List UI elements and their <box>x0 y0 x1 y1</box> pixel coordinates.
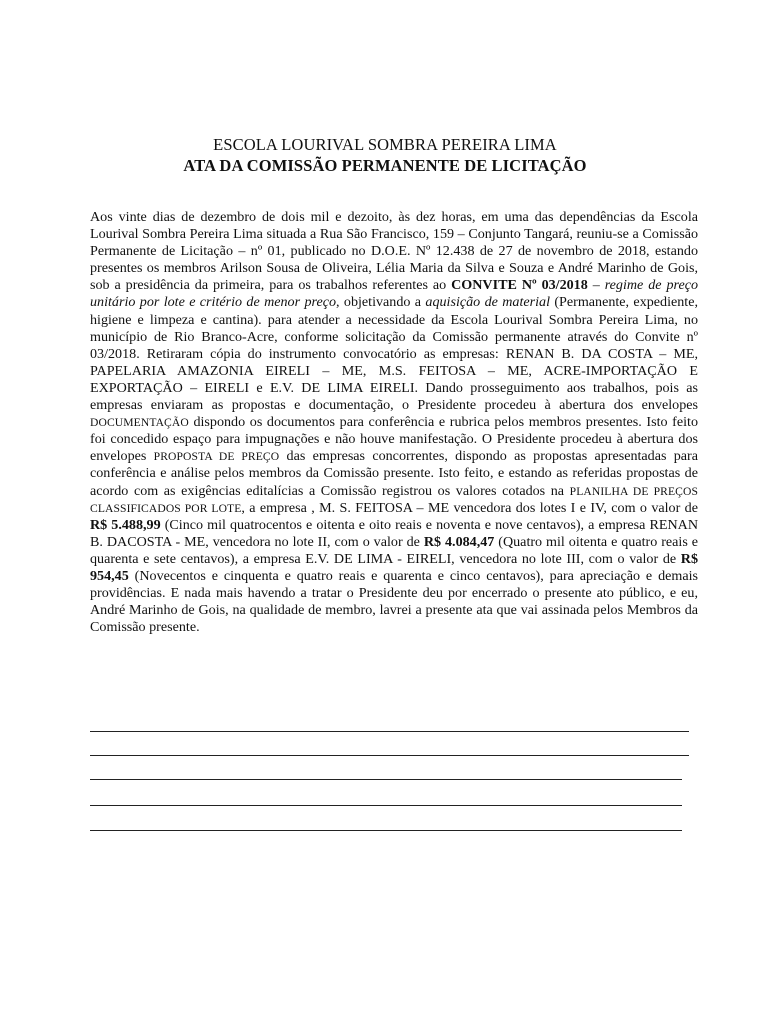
text-run: , a empresa , M. S. FEITOSA – ME vencedora dos lotes I e IV, com o valor de <box>241 499 698 516</box>
text-run: , objetivando a <box>336 294 426 311</box>
document-title: ATA DA COMISSÃO PERMANENTE DE LICITAÇÃO <box>183 156 587 175</box>
value-renan: R$ 4.084,47 <box>423 533 495 550</box>
signature-line <box>90 805 682 806</box>
bidding-regime: regime de preço unitário por lote e critério de menor preço <box>90 277 699 311</box>
planilha-label: PLANILHA DE PREÇOS CLASSIFICADOS POR LOTE <box>90 484 698 515</box>
value-lima: R$ 954,45 <box>90 550 698 584</box>
school-name: ESCOLA LOURIVAL SOMBRA PEREIRA LIMA <box>213 135 557 154</box>
documentacao-label: DOCUMENTAÇÃO <box>90 416 189 430</box>
text-run: dispondo os documentos para conferência e rubrica pelos membros presentes. Isto feito foi concedido espaço para impugnações e não houve manifestação. O Presidente procedeu à abertura dos envelopes <box>90 414 698 465</box>
value-feitosa: R$ 5.488,99 <box>90 516 161 533</box>
signature-line <box>90 830 682 831</box>
signature-line <box>90 755 689 756</box>
text-run: (Cinco mil quatrocentos e oitenta e oito reais e noventa e nove centavos), a empresa RENAN B. DACOSTA - ME, vencedora no lote II, com o valor de <box>90 516 699 550</box>
text-run: (Permanente, expediente, higiene e limpeza e cantina). para atender a necessidade da Escola Lourival Sombra Pereira Lima, no município de Rio Branco-Acre, conforme solicitação da Comissão permanente através do Convite nº 03/2018. Retiraram cópia do instrumento convocatório as empresas: RENAN B. DA COSTA – ME, PAPELARIA AMAZONIA EIRELI – ME, M.S. FEITOSA – ME, ACRE-IMPORTAÇÃO E EXPORTAÇÃO – EIRELI e E.V. DE LIMA EIRELI. Dando prosseguimento aos trabalhos, pois as empresas enviaram as propostas e documentação, o Presidente procedeu à abertura dos envelopes <box>90 294 698 414</box>
signature-line <box>90 731 689 732</box>
text-run: – <box>587 277 605 294</box>
procurement-object: aquisição de material <box>425 294 550 311</box>
text-run: (Novecentos e cinquenta e quatro reais e quarenta e cinco centavos), para apreciação e demais providências. E nada mais havendo a tratar o Presidente deu por encerrado o presente ato público, e eu, André Marinho de Gois, na qualidade de membro, lavrei a presente ata que vai assinada pelos Membros da Comissão presente. <box>90 567 698 636</box>
text-run: Aos vinte dias de dezembro de dois mil e dezoito, às dez horas, em uma das dependências da Escola Lourival Sombra Pereira Lima situada a Rua São Francisco, 159 – Conjunto Tangará, reuniu-se a Comissão Permanente de Licitação – nº 01, publicado no D.O.E. Nº 12.438 de 27 de novembro de 2018, estando presentes os membros Arilson Sousa de Oliveira, Lélia Maria da Silva e Souza e André Marinho de Gois, sob a presidência da primeira, para os trabalhos referentes ao <box>90 209 698 294</box>
signature-line <box>90 779 682 780</box>
text-run: das empresas concorrentes, dispondo as propostas apresentadas para conferência e análise pelos membros da Comissão presente. Isto feito, e estando as referidas propostas de acordo com as exigências editalícias a Comissão registrou os valores cotados na <box>90 448 699 499</box>
proposta-de-preco-label: PROPOSTA DE PREÇO <box>153 450 280 464</box>
text-run: (Quatro mil oitenta e quatro reais e quarenta e sete centavos), a empresa E.V. DE LIMA - EIRELI, vencedora no lote III, com o valor de <box>90 533 699 567</box>
convite-reference: CONVITE Nº 03/2018 <box>451 277 588 294</box>
